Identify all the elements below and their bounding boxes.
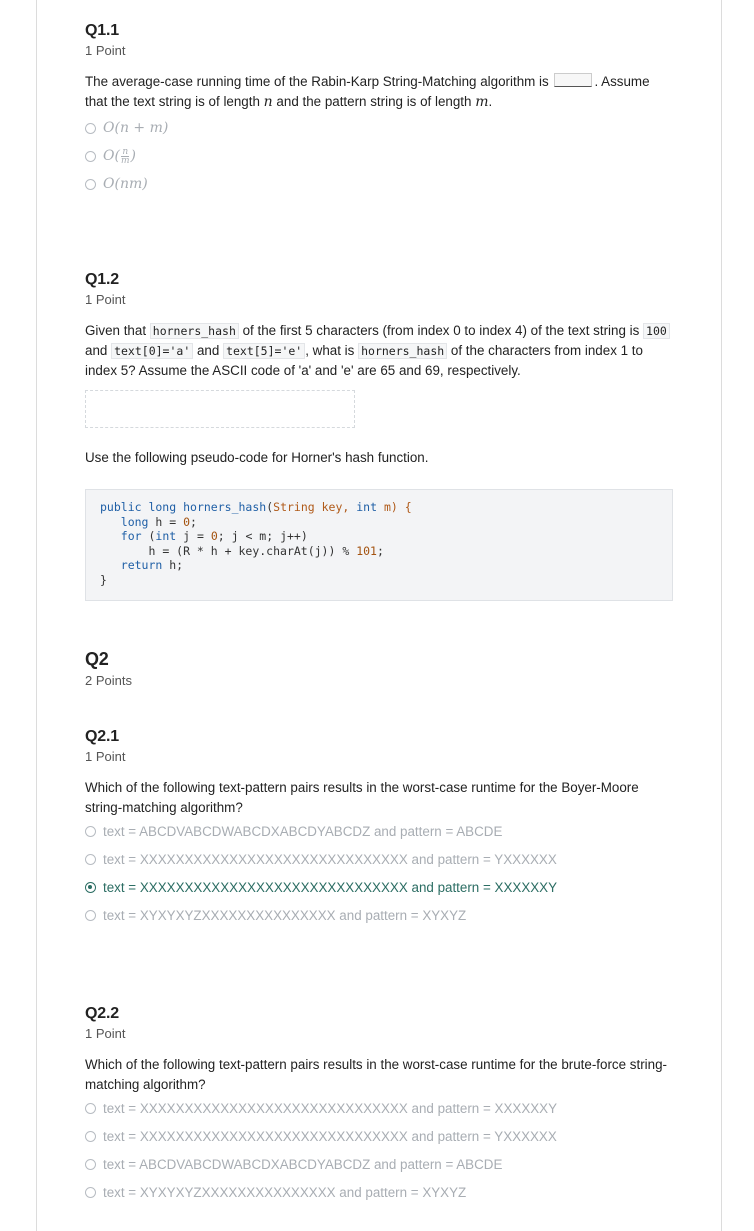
radio-button-icon[interactable] <box>85 1131 96 1142</box>
options-list <box>85 1094 675 1206</box>
option-label: ) <box>130 148 136 164</box>
option-radio[interactable] <box>85 845 675 873</box>
answer-blank <box>554 73 592 87</box>
question-title: Q2 <box>85 649 109 669</box>
question-points: 1 Point <box>85 292 126 307</box>
radio-button-icon[interactable] <box>85 123 96 134</box>
question-prompt: Which of the following text-pattern pairs results in the worst-case runtime for the brute-force string-matching algorithm? <box>85 1057 667 1092</box>
option-radio[interactable] <box>85 1122 675 1150</box>
option-label: text = XXXXXXXXXXXXXXXXXXXXXXXXXXXXXX and pattern = XXXXXXY <box>103 1100 558 1116</box>
radio-button-icon[interactable] <box>85 910 96 921</box>
question-q2 <box>85 649 675 688</box>
fraction-denominator: m <box>120 155 130 166</box>
radio-button-icon[interactable] <box>85 1159 96 1170</box>
radio-button-selected-icon[interactable] <box>85 882 96 893</box>
option-radio[interactable] <box>85 901 675 929</box>
question-title: Q1.1 <box>85 22 119 39</box>
question-q2-2 <box>85 1005 675 1206</box>
option-radio-selected[interactable] <box>85 873 675 901</box>
option-label: text = XXXXXXXXXXXXXXXXXXXXXXXXXXXXXX and pattern = XXXXXXY <box>103 879 558 895</box>
option-radio[interactable] <box>85 142 675 170</box>
inline-code: text[0]='a' <box>111 343 193 359</box>
answer-input[interactable] <box>85 390 355 428</box>
option-label: O(nm) <box>103 176 148 192</box>
question-title: Q2.2 <box>85 1005 119 1022</box>
fraction-numerator: n <box>122 146 129 157</box>
prompt-text: . Assume that the text string is of length <box>85 74 650 109</box>
question-q1-2 <box>85 271 675 601</box>
option-label: text = XYXYXYZXXXXXXXXXXXXXXX and pattern = XYXYZ <box>103 1184 467 1200</box>
option-label: text = XXXXXXXXXXXXXXXXXXXXXXXXXXXXXX and pattern = YXXXXXX <box>103 851 557 867</box>
inline-code: 100 <box>643 323 670 339</box>
prompt-text: . <box>488 94 493 109</box>
question-title: Q1.2 <box>85 271 119 288</box>
option-radio[interactable] <box>85 170 675 198</box>
question-points: 1 Point <box>85 749 126 764</box>
radio-button-icon[interactable] <box>85 1103 96 1114</box>
option-radio[interactable] <box>85 1150 675 1178</box>
pseudo-code-intro: Use the following pseudo-code for Horner's hash function. <box>85 450 429 465</box>
prompt-text: of the characters from index 1 to index 5? Assume the ASCII code of 'a' and 'e' are 65 and 69, respectively. <box>85 343 643 378</box>
option-label: text = ABCDVABCDWABCDXABCDYABCDZ and pattern = ABCDE <box>103 823 503 839</box>
prompt-text: and <box>85 343 108 358</box>
radio-button-icon[interactable] <box>85 826 96 837</box>
option-label: O(n + m) <box>103 120 169 136</box>
question-points: 2 Points <box>85 673 132 688</box>
question-prompt <box>85 321 675 381</box>
question-card <box>36 0 722 1231</box>
inline-code: horners_hash <box>150 323 239 339</box>
question-points: 1 Point <box>85 43 126 58</box>
radio-button-icon[interactable] <box>85 151 96 162</box>
math-var-m: m <box>475 94 489 110</box>
question-q1-1 <box>85 22 675 198</box>
inline-code: text[5]='e' <box>223 343 305 359</box>
radio-button-icon[interactable] <box>85 179 96 190</box>
prompt-text: of the first 5 characters (from index 0 to index 4) of the text string is <box>242 323 640 338</box>
question-title: Q2.1 <box>85 728 119 745</box>
prompt-text: Given that <box>85 323 147 338</box>
math-var-n: n <box>263 94 273 110</box>
options-list <box>85 817 675 929</box>
question-prompt <box>85 72 675 112</box>
radio-button-icon[interactable] <box>85 854 96 865</box>
question-prompt: Which of the following text-pattern pairs results in the worst-case runtime for the Boyer-Moore string-matching algorithm? <box>85 780 639 815</box>
option-radio[interactable] <box>85 1178 675 1206</box>
question-q2-1 <box>85 728 675 929</box>
radio-button-icon[interactable] <box>85 1187 96 1198</box>
option-label: text = XYXYXYZXXXXXXXXXXXXXXX and pattern = XYXYZ <box>103 907 467 923</box>
option-radio[interactable] <box>85 817 675 845</box>
option-label: text = XXXXXXXXXXXXXXXXXXXXXXXXXXXXXX and pattern = YXXXXXX <box>103 1128 557 1144</box>
options-list <box>85 114 675 198</box>
code-block: public long horners_hash(String key, int m) { long h = 0; for (int j = 0; j < m; j++) h = (R * h + key.charAt(j)) % 101; return h; } <box>85 489 673 601</box>
prompt-text: , what is <box>305 343 355 358</box>
option-label: O( <box>103 148 120 164</box>
inline-code: horners_hash <box>358 343 447 359</box>
option-radio[interactable] <box>85 114 675 142</box>
option-radio[interactable] <box>85 1094 675 1122</box>
prompt-text: and <box>196 343 220 358</box>
question-points: 1 Point <box>85 1026 126 1041</box>
prompt-text: The average-case running time of the Rabin-Karp String-Matching algorithm is <box>85 74 549 89</box>
option-label: text = ABCDVABCDWABCDXABCDYABCDZ and pattern = ABCDE <box>103 1156 503 1172</box>
prompt-text: and the pattern string is of length <box>276 94 472 109</box>
fraction <box>121 148 130 165</box>
